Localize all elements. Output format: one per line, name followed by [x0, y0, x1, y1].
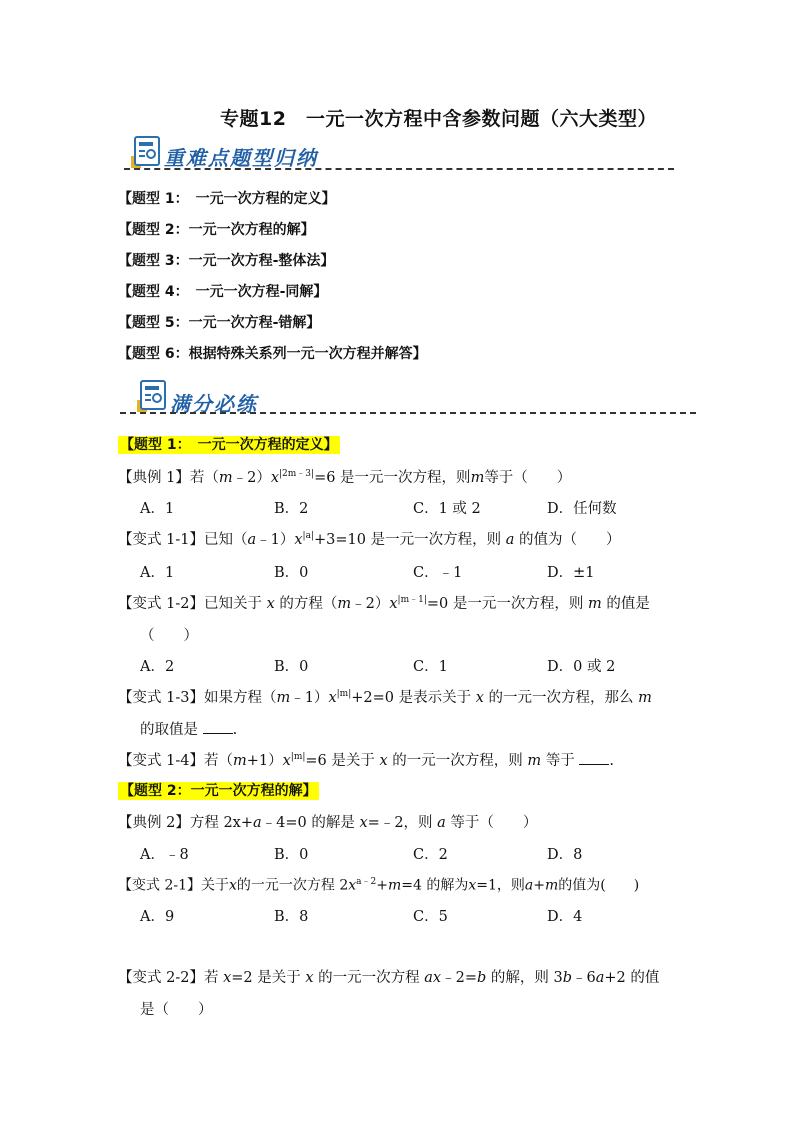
type-item-2: 【题型 2：一元一次方程的解】 [118, 222, 315, 238]
q-text: 的一元一次方程，那么 [488, 690, 634, 706]
q-text: ﹣6 [572, 970, 596, 986]
q-var: m [276, 690, 291, 706]
question-example-1 [118, 466, 571, 487]
q-text: =0 是一元一次方程，则 [426, 596, 584, 612]
answer-blank[interactable] [203, 721, 233, 734]
section-title-practice: 满分必练 [170, 392, 258, 416]
q-text: 【变式 1-1】已知（ [118, 532, 248, 548]
q-var: m [232, 753, 247, 769]
q-var: m [527, 753, 542, 769]
q-text: =6 是一元一次方程，则 [314, 470, 471, 486]
question-variant-1-1 [118, 528, 620, 549]
q-exponent: a﹣2 [356, 877, 377, 887]
q-text: 【典例 2】方程 2x+ [118, 815, 253, 831]
q-var: x [266, 596, 275, 612]
option-d[interactable]: D．任何数 [547, 501, 617, 517]
question-variant-2-2 [118, 966, 659, 987]
q-var: a+m [524, 877, 559, 894]
q-text: =6 是关于 [305, 753, 375, 769]
q-text: 【典例 1】若（ [118, 470, 219, 486]
q-text: 【变式 1-4】若（ [118, 753, 233, 769]
page-title: 专题12 一元一次方程中含参数问题（六大类型） [220, 108, 657, 130]
question-variant-1-4 [118, 749, 614, 770]
option-d[interactable]: D．0 或 2 [547, 659, 616, 675]
option-b[interactable]: B．0 [274, 659, 309, 675]
question-continuation [140, 718, 237, 739]
option-b[interactable]: B．0 [274, 847, 309, 863]
q-text: 的取值是 [140, 722, 198, 738]
q-text: 的值为( ) [558, 877, 640, 894]
q-text: ﹣2= [441, 970, 477, 986]
option-a[interactable]: A．﹣8 [140, 847, 189, 863]
q-var: a [253, 815, 262, 831]
q-text: +1） [246, 753, 283, 769]
option-a[interactable]: A．1 [140, 565, 175, 581]
type-item-4: 【题型 4： 一元一次方程-同解】 [118, 284, 328, 300]
q-text: 等于（ ） [450, 815, 538, 831]
q-text: + [376, 877, 388, 894]
q-text: 的值为（ ） [518, 532, 621, 548]
section-divider [124, 168, 674, 170]
q-var: m [388, 877, 402, 894]
document-search-icon [140, 380, 166, 410]
type-heading-1-label: 【题型 1： 一元一次方程的定义】 [120, 437, 338, 453]
q-var: x [270, 470, 280, 486]
q-var: x [359, 815, 368, 831]
q-text: =1，则 [476, 877, 525, 894]
q-var: a [505, 532, 515, 548]
question-example-2 [118, 811, 537, 832]
type-item-3: 【题型 3：一元一次方程-整体法】 [118, 253, 335, 269]
option-b[interactable]: B．2 [274, 501, 309, 517]
q-var: m [638, 690, 652, 706]
option-c[interactable]: C．1 [413, 659, 448, 675]
q-var: x [294, 532, 303, 548]
option-a[interactable]: A．2 [140, 659, 175, 675]
q-var: b [476, 970, 487, 986]
q-exponent: |a| [302, 531, 314, 542]
q-exponent: |m| [290, 752, 306, 763]
q-exponent: |m﹣1| [397, 595, 427, 606]
option-c[interactable]: C．1 或 2 [413, 501, 481, 517]
q-text: ﹣2） [351, 596, 390, 612]
section-divider [120, 412, 696, 414]
q-text: 的一元一次方程，则 [392, 753, 523, 769]
q-text: 的解，则 3 [490, 970, 563, 986]
q-text: +3=10 是一元一次方程，则 [313, 532, 502, 548]
type-heading-2-label: 【题型 2：一元一次方程的解】 [120, 783, 317, 799]
q-text: =﹣2，则 [367, 815, 433, 831]
q-exponent: |m| [336, 689, 352, 700]
q-exponent: |2m﹣3| [279, 469, 315, 480]
option-c[interactable]: C．﹣1 [413, 565, 463, 581]
q-text: ﹣2） [232, 470, 271, 486]
type-item-6: 【题型 6：根据特殊关系列一元一次方程并解答】 [118, 346, 427, 362]
q-text: 【变式 1-2】已知关于 [118, 596, 262, 612]
q-var: x [475, 690, 484, 706]
q-text: ﹣1） [256, 532, 295, 548]
q-var: x [223, 970, 232, 986]
question-variant-1-3 [118, 686, 652, 707]
option-b[interactable]: B．0 [274, 565, 309, 581]
q-text: 等于（ ） [484, 470, 572, 486]
option-d[interactable]: D．8 [547, 847, 583, 863]
q-text: ﹣1） [290, 690, 329, 706]
q-text: =2 是关于 [231, 970, 301, 986]
section-title-summary: 重难点题型归纳 [164, 146, 318, 170]
q-text: 的一元一次方程 [318, 970, 420, 986]
q-text: =4 的解为 [401, 877, 469, 894]
q-var: m [470, 470, 485, 486]
q-text: 的方程（ [279, 596, 338, 612]
option-a[interactable]: A．1 [140, 501, 175, 517]
option-a[interactable]: A．9 [140, 909, 175, 925]
q-var: ax [424, 970, 442, 986]
q-var: a [437, 815, 446, 831]
q-var: x [328, 690, 337, 706]
option-b[interactable]: B．8 [274, 909, 309, 925]
q-var: x [282, 753, 291, 769]
type-heading-2 [118, 780, 319, 800]
type-heading-1 [118, 434, 340, 454]
q-text: 【变式 2-2】若 [118, 970, 219, 986]
q-text: 【变式 2-1】关于 [118, 877, 229, 894]
option-d[interactable]: D．4 [547, 909, 583, 925]
q-var: x [348, 877, 357, 894]
q-text: 【变式 1-3】如果方程（ [118, 690, 277, 706]
q-var: x [305, 970, 314, 986]
q-text: 等于 [545, 753, 575, 769]
option-c[interactable]: C．5 [413, 909, 448, 925]
q-var: m [587, 596, 602, 612]
q-var: x [379, 753, 388, 769]
q-var: a [247, 532, 257, 548]
q-var: m [218, 470, 233, 486]
question-continuation: （ ） [140, 628, 198, 644]
option-d[interactable]: D．±1 [547, 565, 595, 581]
option-c[interactable]: C．2 [413, 847, 448, 863]
q-var: x [468, 877, 477, 894]
q-var: a [595, 970, 605, 986]
q-text: +2 的值 [604, 970, 660, 986]
answer-blank[interactable] [579, 752, 609, 765]
question-variant-2-1 [118, 874, 639, 895]
document-search-icon [134, 136, 160, 166]
q-var: x [229, 877, 237, 894]
q-text: 的一元一次方程 2 [236, 877, 349, 894]
question-variant-1-2 [118, 592, 650, 613]
q-var: m [337, 596, 352, 612]
q-text: ﹣4=0 的解是 [261, 815, 355, 831]
q-text: 的值是 [606, 596, 650, 612]
q-text: . [232, 722, 238, 738]
q-text: +2=0 是表示关于 [351, 690, 472, 706]
q-text: . [609, 753, 614, 769]
type-item-1: 【题型 1： 一元一次方程的定义】 [118, 191, 336, 207]
question-continuation: 是（ ） [140, 1002, 213, 1018]
type-item-5: 【题型 5：一元一次方程-错解】 [118, 315, 321, 331]
q-var: b [562, 970, 573, 986]
q-var: x [389, 596, 398, 612]
